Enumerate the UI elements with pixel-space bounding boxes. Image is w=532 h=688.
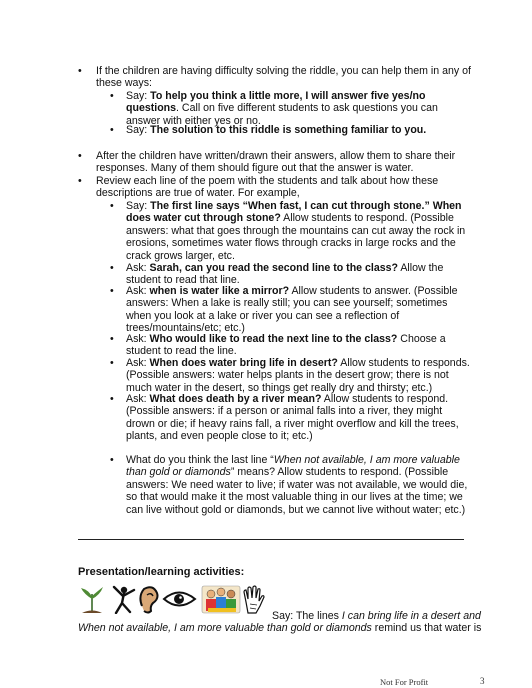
sub-rest: ” means? Allow students to respond. (Possible answers: We need water to live; if water was not available, we would die, so that would make it the most valuable thing in our lives at the time; we can live without gold or diamonds, but we cannot live without water; etc.) [126,466,468,516]
hand-icon [244,586,264,613]
bullet-glyph: • [110,393,114,405]
say-line-2 [78,622,481,634]
horizontal-rule [78,539,464,540]
bullet-glyph: • [110,285,114,297]
group-of-children-icon [202,586,240,613]
sub-bullet-item [110,454,472,516]
sub-bullet-item [110,124,472,136]
sub-bullet-item [110,357,472,394]
sub-bullet-item [110,285,472,335]
sub-bold: What does death by a river mean? [149,393,322,405]
sub-bold: Who would like to read the next line to the class? [149,333,398,345]
sub-lead: Ask: [126,393,150,405]
sub-lead: Say: [126,200,151,212]
sub-lead: Ask: [126,357,150,369]
sub-rest: Allow students to responds. (Possible answers: water helps plants in the desert grow; there is not much water in the desert, so things get really dry and thirsty; etc.) [126,357,470,394]
sub-bullet-item [110,262,472,287]
bullet-item [78,175,472,200]
sub-rest: . Call on five different students to ask questions you can answer with either yes or no. [126,102,438,127]
plant-icon [81,587,103,613]
bullet-text: After the children have written/drawn their answers, allow them to share their responses. Many of them should figure out that the answer is water. [96,150,456,175]
sub-bullet-item [110,90,472,127]
bullet-glyph: • [110,357,114,369]
bullet-glyph: • [78,65,82,77]
bullet-text: If the children are having difficulty solving the riddle, you can help them in any of these ways: [96,65,471,90]
sub-bold: Sarah, can you read the second line to the class? [149,262,398,274]
bullet-glyph: • [110,333,114,345]
sub-italic: When not available, I am more valuable than gold or diamonds [126,454,460,479]
activity-icons [78,584,268,614]
sub-bullet-item [110,333,472,358]
eye-icon [164,593,195,606]
bullet-glyph: • [110,90,114,102]
say-text: Say: The lines [272,610,342,622]
sub-lead: Say: [126,90,151,102]
sub-lead: Ask: [126,262,150,274]
bullet-glyph: • [110,262,114,274]
bullet-glyph: • [78,150,82,162]
sub-lead: Ask: [126,333,150,345]
sub-lead: Ask: [126,285,150,297]
section-heading: Presentation/learning activities: [78,566,245,578]
bullet-glyph: • [110,200,114,212]
sub-bold: The solution to this riddle is something familiar to you. [150,124,427,136]
bullet-glyph: • [78,175,82,187]
sub-bullet-item [110,393,472,443]
ear-icon [140,587,157,612]
sub-bold: To help you think a little more, I will answer five yes/no questions [126,90,426,115]
stretching-person-icon [114,587,134,613]
sub-rest: Allow students to answer. (Possible answers: When a lake is really still; you can see yourself; sometimes when you look at a lake or river you can see a reflection of trees/mountains/etc; etc.) [126,285,458,335]
footer-text: Not For Profit [380,677,429,687]
say-text: remind us that water is [371,622,482,634]
sub-rest: Allow students to respond. (Possible answers: if a person or animal falls into a river, they might drown or die; if heavy rains fall, a river might overflow and kill the trees, plants, and even people close to it; etc.) [126,393,459,443]
sub-rest: Choose a student to read the line. [126,333,446,358]
bullet-glyph: • [110,454,114,466]
sub-lead: What do you think the last line “ [126,454,274,466]
page-number: 3 [480,676,485,686]
bullet-item [78,150,472,175]
bullet-glyph: • [110,124,114,136]
sub-bold: when is water like a mirror? [149,285,290,297]
sub-lead: Say: [126,124,151,136]
sub-rest: Allow the student to read that line. [126,262,444,287]
sub-rest: Allow students to respond. (Possible answers: what that goes through the mountains can cut away the rock in erosions, sometimes water flows through cracks in large rocks and the crack grows larger, etc. [126,212,466,262]
say-line-1 [272,610,481,622]
sub-bullet-item [110,200,472,262]
sub-bold: The first line says “When fast, I can cut through stone.” When does water cut through stone? [126,200,462,225]
say-italic: When not available, I am more valuable than gold or diamonds [78,622,372,634]
say-italic: I can bring life in a desert and [341,610,481,622]
sub-bold: When does water bring life in desert? [149,357,338,369]
bullet-text: Review each line of the poem with the students and talk about how these descriptions are true of water. For example, [96,175,439,200]
bullet-item [78,65,472,90]
